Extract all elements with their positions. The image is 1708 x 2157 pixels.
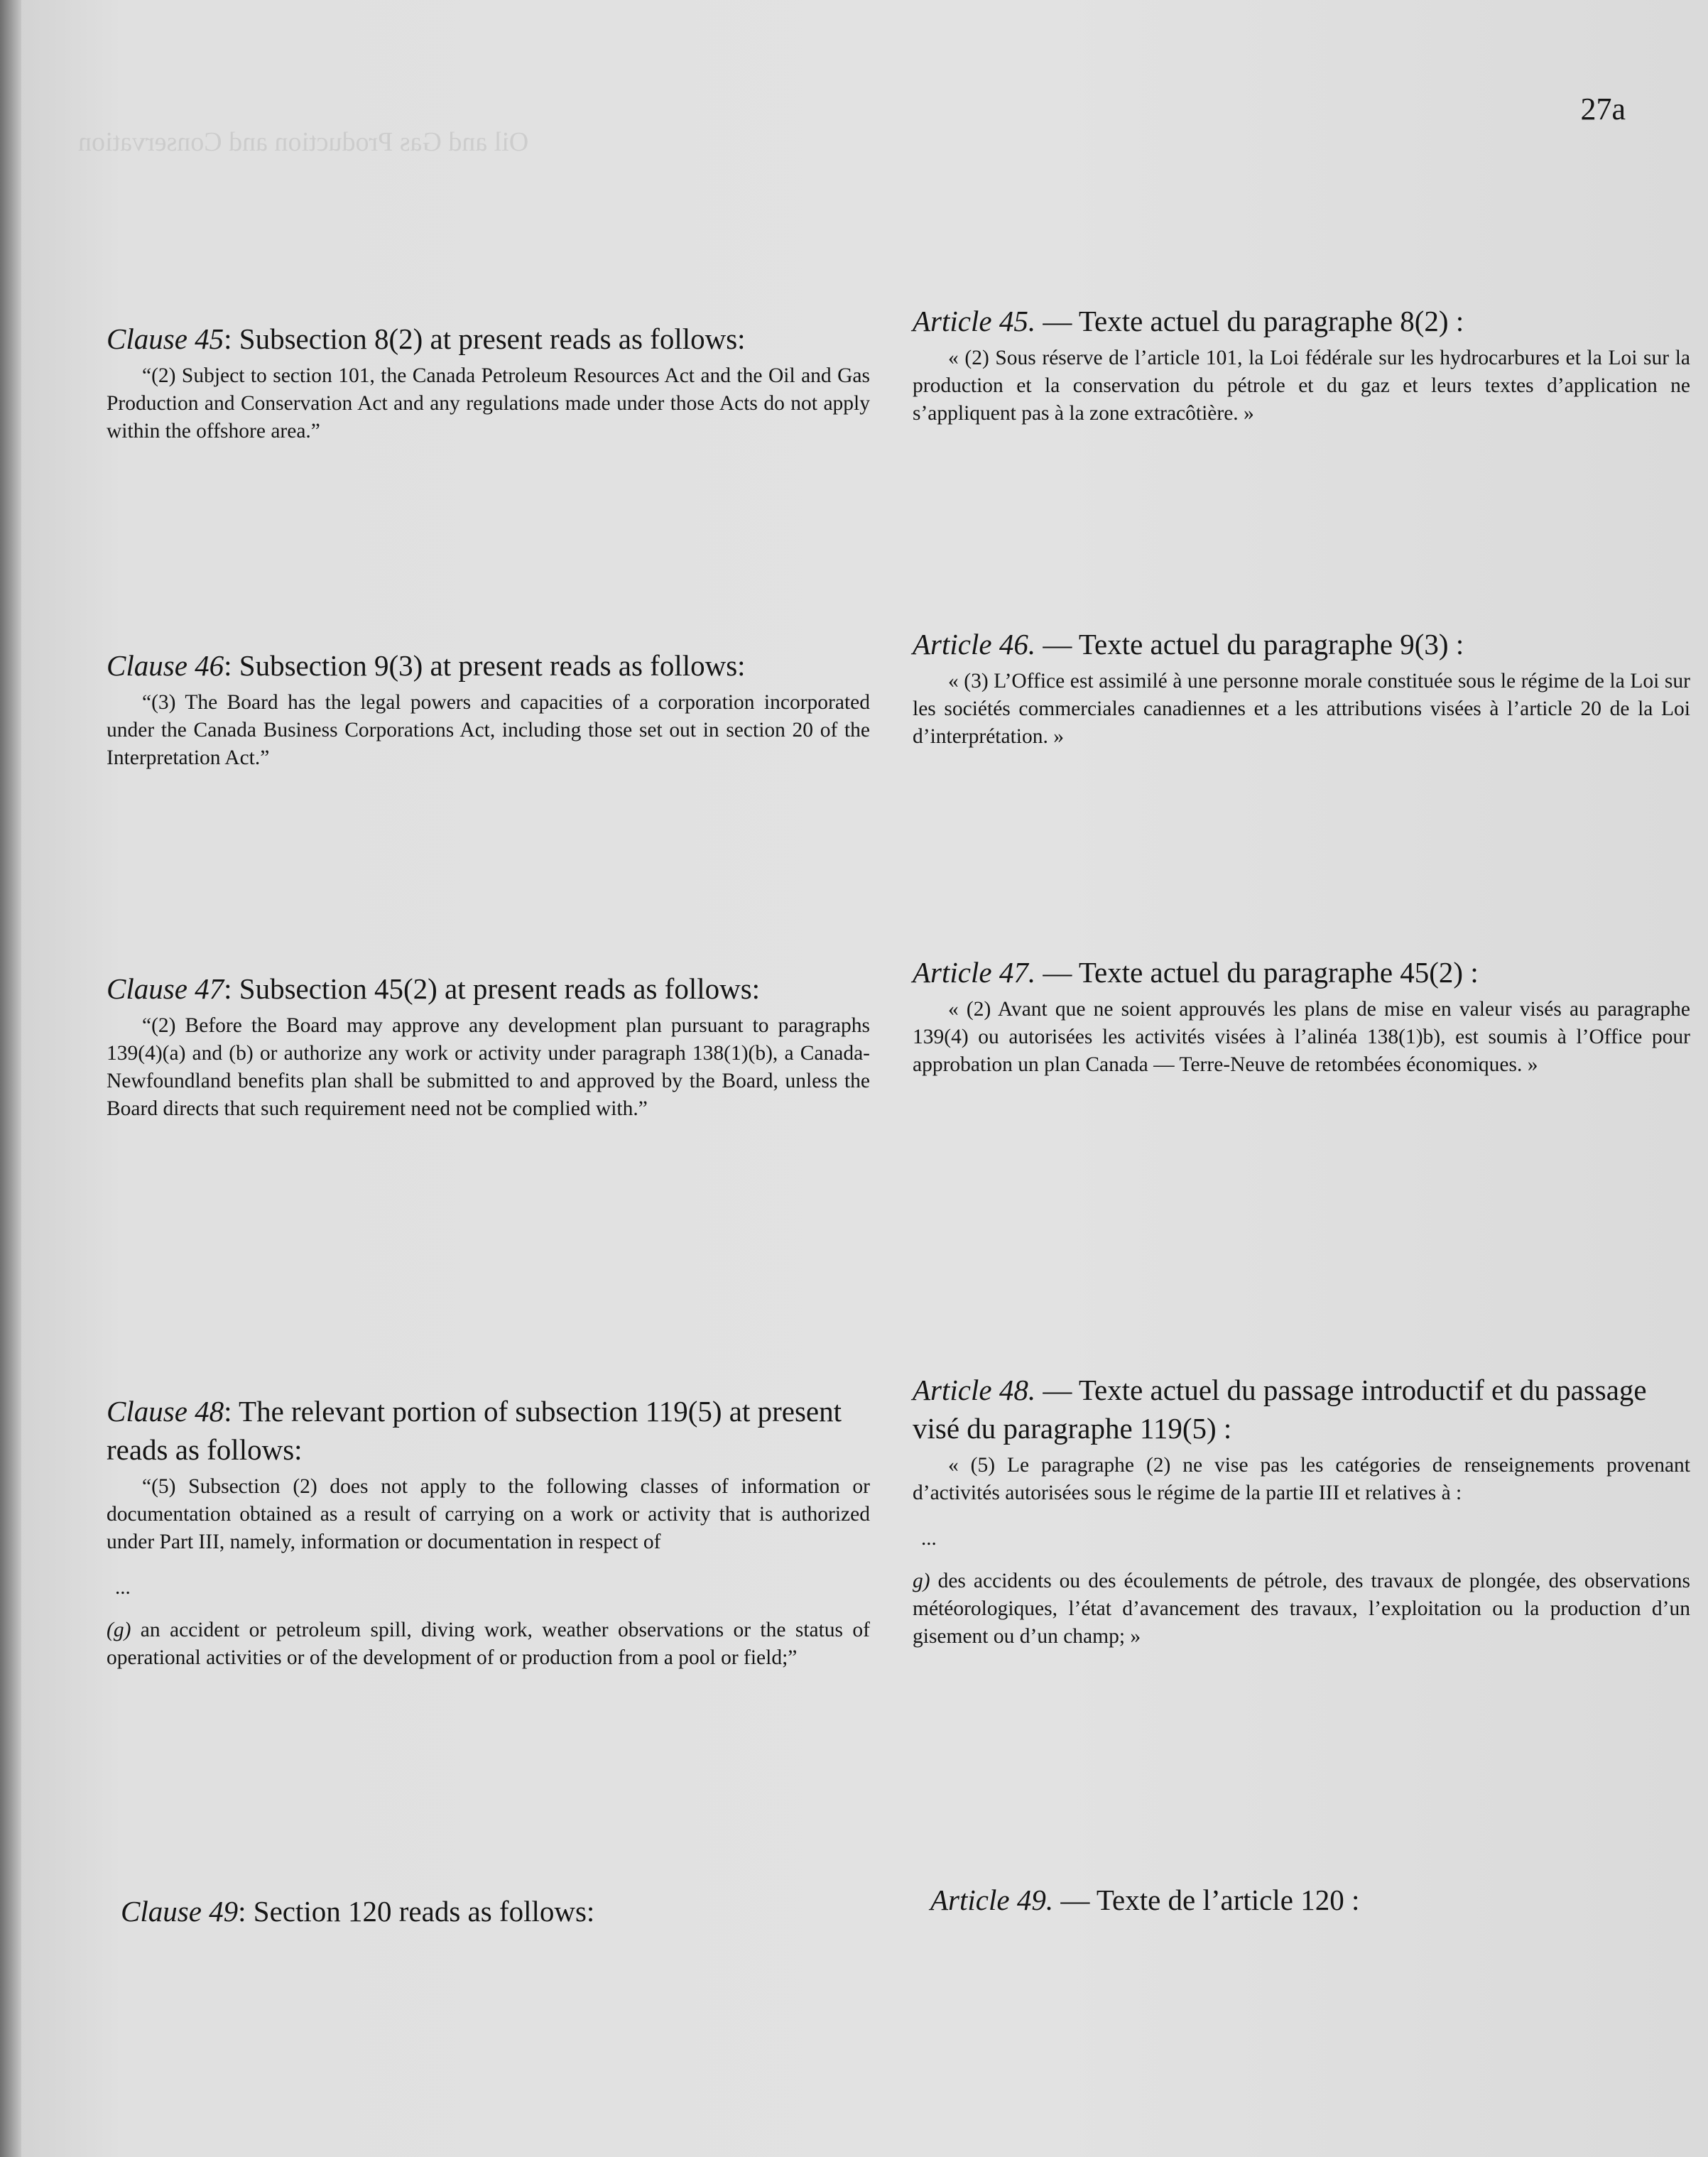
clause-number: Clause 45 (107, 322, 224, 355)
article-heading-text: — Texte de l’article 120 : (1053, 1884, 1360, 1916)
article-47 (913, 953, 1690, 1079)
omission-ellipsis: ... (921, 1527, 937, 1550)
clause-heading (107, 320, 870, 358)
clause-heading (121, 1892, 884, 1930)
clause-quote: “(5) Subsection (2) does not apply to the following classes of information or documentation obtained as a result of carrying on a work or activity that is authorized under Part III, namely, information or documentation in respect of (107, 1475, 870, 1553)
article-heading-text: — Texte actuel du passage introductif et du passage visé du paragraphe 119(5) : (913, 1374, 1647, 1445)
clause-quote: “(2) Before the Board may approve any development plan pursuant to paragraphs 139(4)(a) and (b) or authorize any work or activity under paragraph 138(1)(b), a Canada-Newfoundland benefits plan shall be submitted to and approved by the Board, unless the Board directs that such requirement need not be complied with.” (107, 1014, 870, 1120)
subparagraph-label: (g) (107, 1619, 131, 1641)
clause-number: Clause 46 (107, 649, 224, 682)
article-48 (913, 1371, 1690, 1651)
clause-heading (107, 646, 870, 685)
article-quote: « (3) L’Office est assimilé à une personne morale constituée sous le régime de la Loi sur les sociétés commerciales canadiennes et a les attributions visées à l’article 20 de la Loi d’interprétation. » (913, 670, 1690, 748)
clause-49 (121, 1892, 884, 1930)
clause-heading-text: : The relevant portion of subsection 119(5) at present reads as follows: (107, 1395, 842, 1466)
clause-number: Clause 47 (107, 972, 224, 1005)
clause-quote: “(3) The Board has the legal powers and capacities of a corporation incorporated under the Canada Business Corporations Act, including those set out in section 20 of the Interpretation Act.” (107, 691, 870, 769)
omission-ellipsis: ... (115, 1576, 131, 1599)
article-46 (913, 625, 1690, 751)
clause-heading-text: : Subsection 9(3) at present reads as follows: (224, 649, 746, 682)
clause-48 (107, 1392, 870, 1672)
article-number: Article 46. (913, 628, 1036, 661)
article-quote: « (2) Sous réserve de l’article 101, la Loi fédérale sur les hydrocarbures et la Loi sur la production et la conservation du pétrole et du gaz et leurs textes d’application ne s’appliquent pas à la zone extracôtière. » (913, 347, 1690, 425)
clause-number: Clause 48 (107, 1395, 224, 1428)
article-number: Article 47. (913, 956, 1036, 989)
article-heading-text: — Texte actuel du paragraphe 9(3) : (1035, 628, 1464, 661)
article-quote: « (2) Avant que ne soient approuvés les plans de mise en valeur visés au paragraphe 139(4) ou autorisées les activités visées à l’alinéa 138(1)b), est soumis à l’Office pour approbation un plan Canada — Terre-Neuve de retombées économiques. » (913, 998, 1690, 1076)
clause-number: Clause 49 (121, 1895, 239, 1928)
article-heading (913, 625, 1690, 663)
subparagraph-label: g) (913, 1570, 930, 1592)
clause-quote: “(2) Subject to section 101, the Canada Petroleum Resources Act and the Oil and Gas Production and Conservation Act and any regulations made under those Acts do not apply within the offshore area.” (107, 364, 870, 442)
article-heading-text: — Texte actuel du paragraphe 45(2) : (1035, 956, 1479, 989)
article-number: Article 49. (930, 1884, 1054, 1916)
article-number: Article 48. (913, 1374, 1036, 1406)
article-heading-text: — Texte actuel du paragraphe 8(2) : (1035, 305, 1464, 337)
bleed-through: Oil and Gas Production and Conservation (78, 127, 529, 157)
article-number: Article 45. (913, 305, 1036, 337)
clause-heading-text: : Section 120 reads as follows: (238, 1895, 595, 1928)
clause-heading (107, 1392, 870, 1469)
article-heading (930, 1881, 1708, 1919)
clause-heading-text: : Subsection 8(2) at present reads as follows: (224, 322, 746, 355)
clause-45 (107, 320, 870, 445)
subparagraph-text: an accident or petroleum spill, diving work, weather observations or the status of operational activities or of the development of or production from a pool or field;” (107, 1619, 870, 1669)
clause-47 (107, 969, 870, 1123)
article-quote: « (5) Le paragraphe (2) ne vise pas les catégories de renseignements provenant d’activités autorisées sous le régime de la partie III et relatives à : (913, 1454, 1690, 1504)
document-page (21, 0, 1708, 2157)
article-49 (930, 1881, 1708, 1919)
binding-edge (0, 0, 21, 2157)
article-heading (913, 953, 1690, 991)
article-heading (913, 1371, 1690, 1447)
article-heading (913, 302, 1690, 340)
article-subparagraph (913, 1568, 1690, 1651)
clause-heading (107, 969, 870, 1008)
clause-heading-text: : Subsection 45(2) at present reads as follows: (224, 972, 761, 1005)
page-number: 27a (1580, 92, 1626, 126)
article-45 (913, 302, 1690, 428)
clause-46 (107, 646, 870, 772)
clause-subparagraph (107, 1617, 870, 1672)
subparagraph-text: des accidents ou des écoulements de pétrole, des travaux de plongée, des observations météorologiques, l’état d’avancement des travaux, l’exploitation ou la production d’un gisement ou d’un champ; » (913, 1570, 1690, 1648)
